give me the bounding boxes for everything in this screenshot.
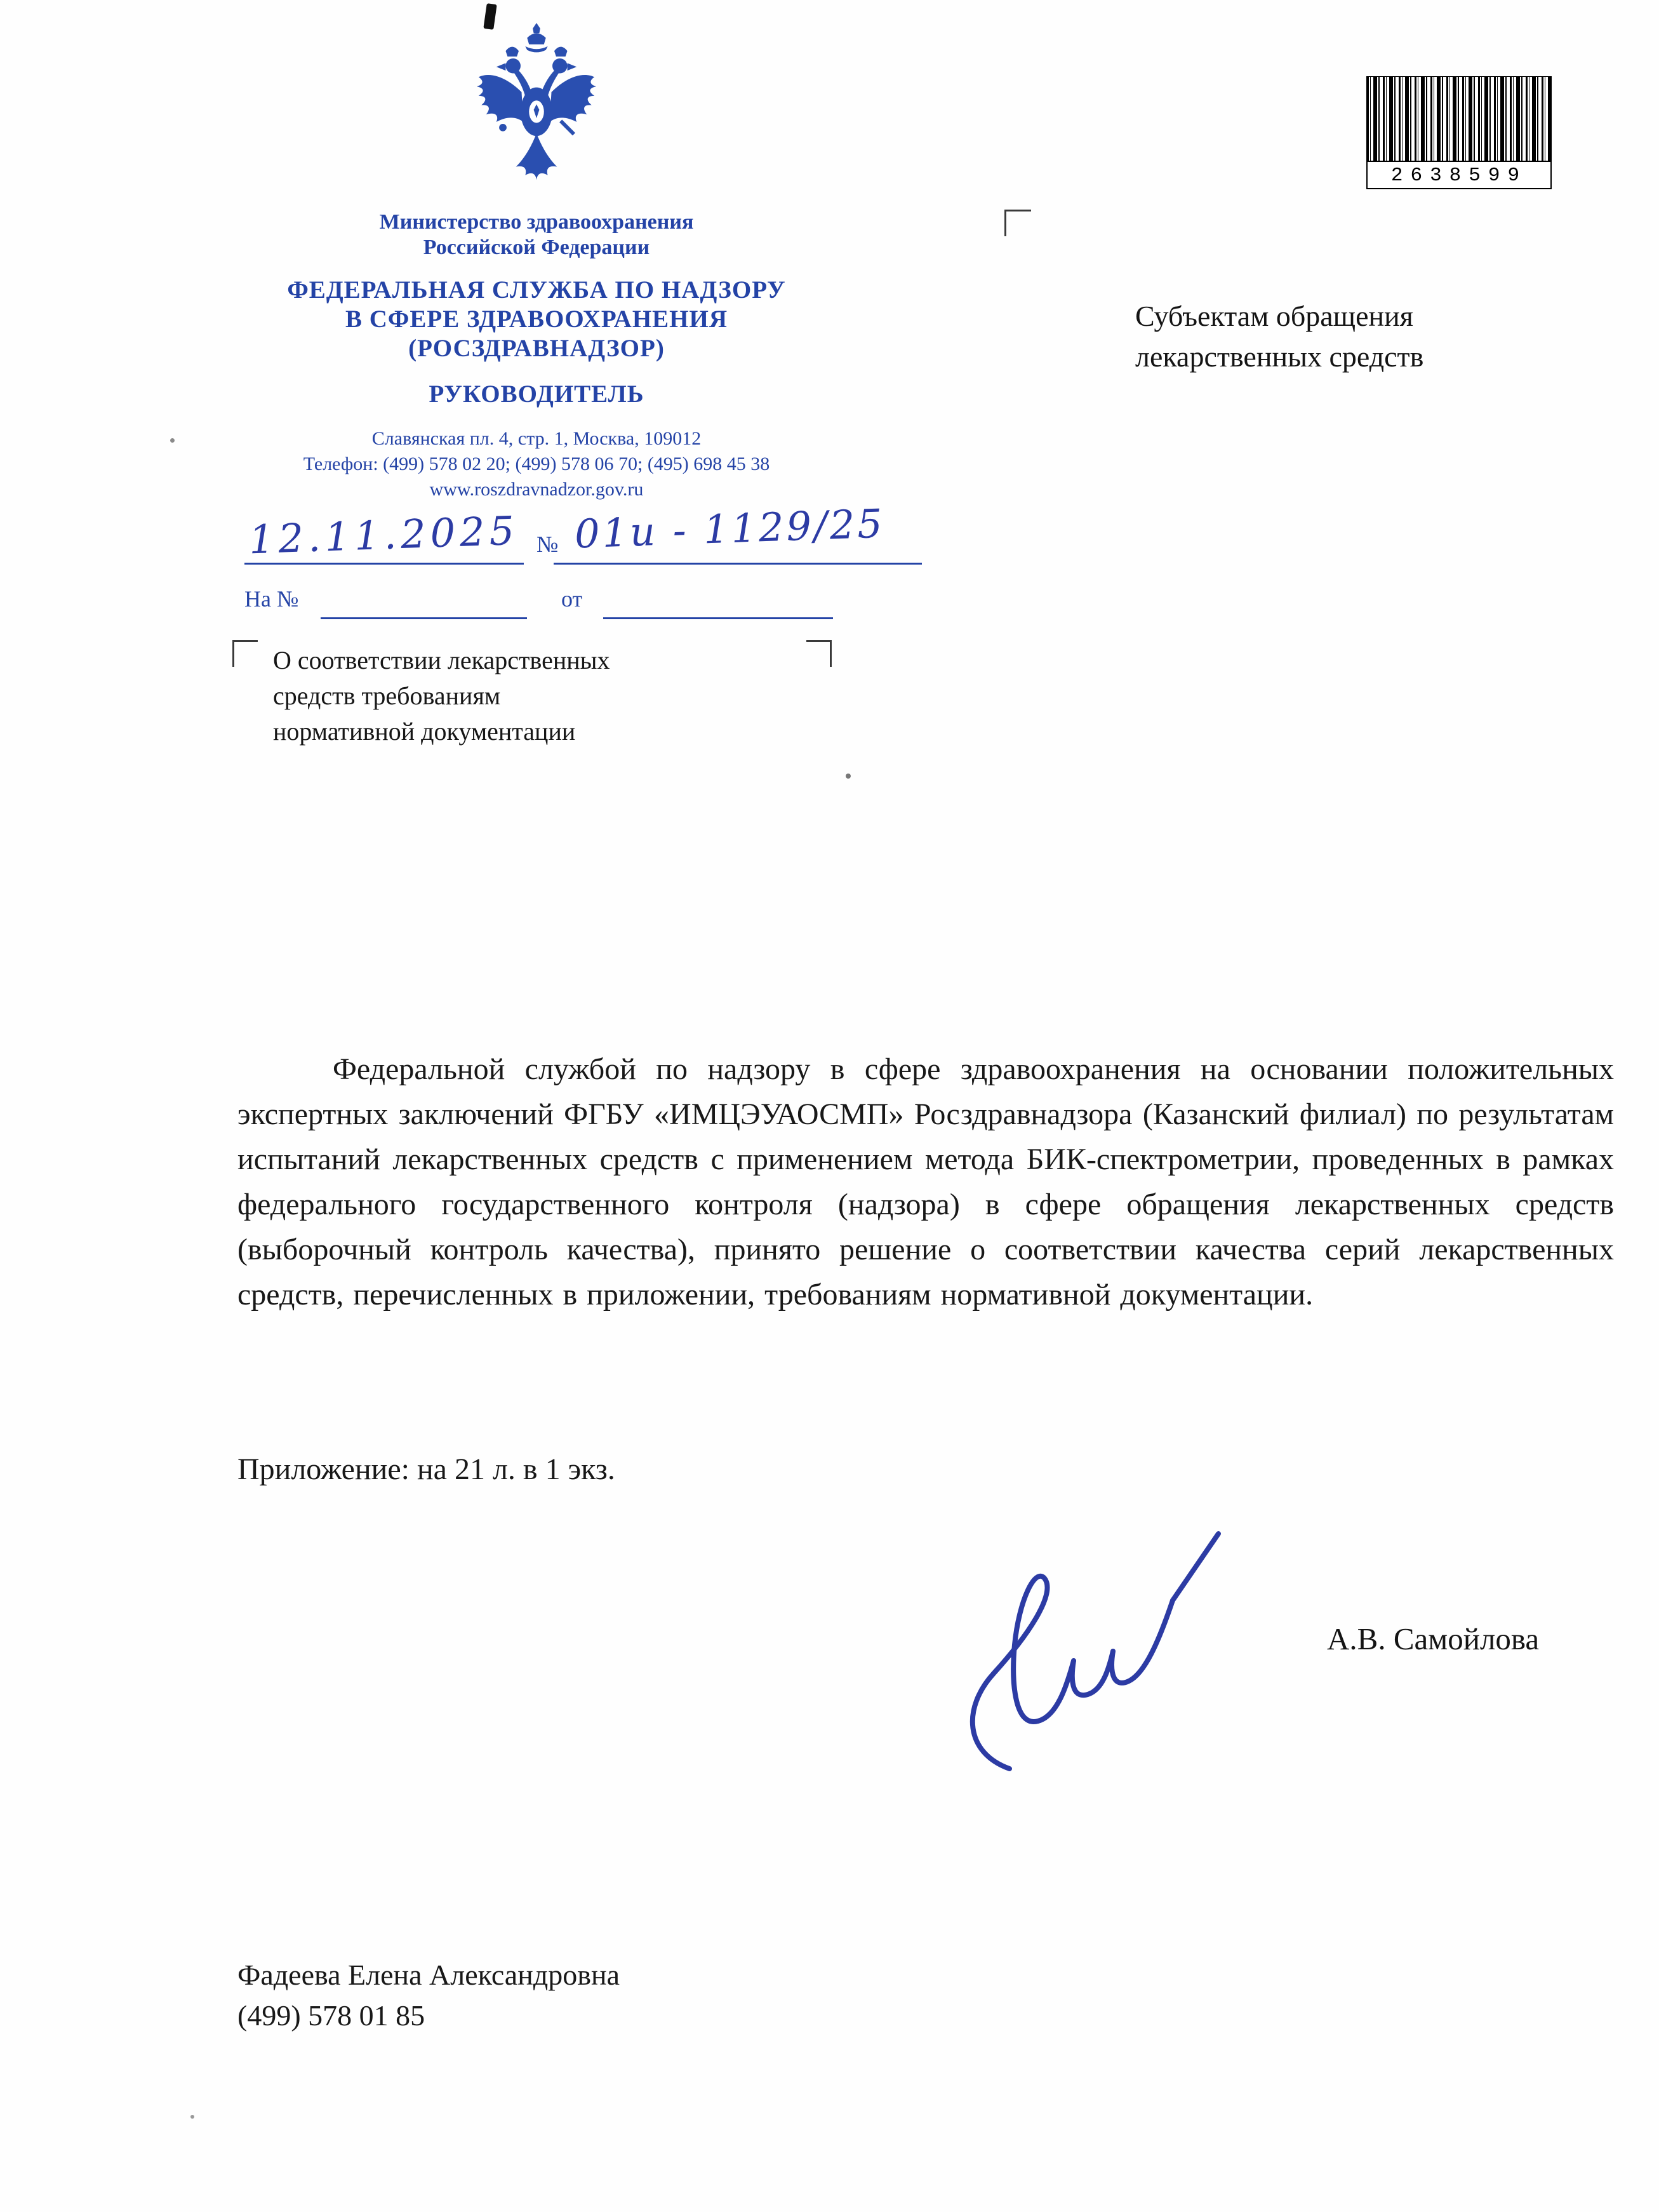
service-name [162, 276, 911, 363]
service-line2: В СФЕРЕ ЗДРАВООХРАНЕНИЯ [345, 305, 728, 333]
ministry-name [162, 210, 911, 260]
barcode-bars-icon [1366, 76, 1552, 161]
na-underline [321, 617, 527, 619]
ministry-line1: Министерство здравоохранения [379, 210, 694, 234]
executor-contact [237, 1955, 620, 2036]
signature-icon [946, 1518, 1257, 1788]
subject-line2: средств требованиям [273, 681, 501, 710]
recipient-block [1135, 296, 1423, 377]
recipient-line1: Субъектам обращения [1135, 300, 1413, 332]
service-line3: (РОСЗДРАВНАДЗОР) [408, 335, 665, 362]
handwritten-date: 12.11.2025 [248, 507, 520, 563]
executor-phone: (499) 578 01 85 [237, 1999, 425, 2032]
attachment-note: Приложение: на 21 л. в 1 экз. [237, 1452, 615, 1486]
ot-label: от [561, 586, 583, 612]
subject-corner-mark-left [232, 640, 258, 642]
recipient-corner-mark [1004, 210, 1031, 211]
scan-speck [190, 2115, 194, 2119]
subject-block [273, 643, 610, 749]
handwritten-number: 01и - 1129/25 [573, 500, 886, 558]
date-underline [244, 563, 524, 565]
subject-corner-mark-left [232, 640, 234, 667]
number-sign: № [536, 532, 559, 557]
executor-name: Фадеева Елена Александровна [237, 1959, 620, 1991]
signatory-name: А.В. Самойлова [1327, 1621, 1540, 1656]
letterhead-phones: Телефон: (499) 578 02 20; (499) 578 06 70; (495) 698 45 38 [303, 453, 770, 474]
recipient-line2: лекарственных средств [1135, 340, 1424, 373]
letterhead-website: www.roszdravnadzor.gov.ru [429, 479, 644, 500]
recipient-corner-mark [1004, 210, 1006, 236]
scan-speck [170, 438, 175, 443]
scan-speck [846, 774, 851, 779]
na-label: На № [244, 586, 299, 612]
subject-line1: О соответствии лекарственных [273, 646, 610, 674]
letterhead-address: Славянская пл. 4, стр. 1, Москва, 109012 [371, 428, 702, 449]
subject-line3: нормативной документации [273, 717, 576, 746]
letterhead [162, 23, 911, 502]
barcode-number: 2638599 [1366, 161, 1552, 189]
body-paragraph: Федеральной службой по надзору в сфере здравоохранения на основании положительных экспертных заключений ФГБУ «ИМЦЭУАОСМП» Росздравнадзора (Казанский филиал) по результатам испытаний лекарственных средств с применением метода БИК-спектрометрии, проведенных в рамках федерального государственного контроля (надзора) в сфере обращения лекарственных средств (выборочный контроль качества), принято решение о соответствии качества серий лекарственных средств, перечисленных в приложении, требованиям нормативной документации. [237, 1052, 1614, 1311]
service-line1: ФЕДЕРАЛЬНАЯ СЛУЖБА ПО НАДЗОРУ [287, 276, 786, 304]
coat-of-arms-icon [471, 23, 602, 194]
ministry-line2: Российской Федерации [423, 236, 650, 259]
ot-underline [603, 617, 833, 619]
barcode [1366, 76, 1552, 189]
role-title: РУКОВОДИТЕЛЬ [429, 380, 644, 408]
letterhead-contacts [162, 426, 911, 502]
subject-corner-mark-right [806, 640, 832, 642]
number-underline [554, 563, 922, 565]
subject-corner-mark-right [830, 640, 832, 667]
